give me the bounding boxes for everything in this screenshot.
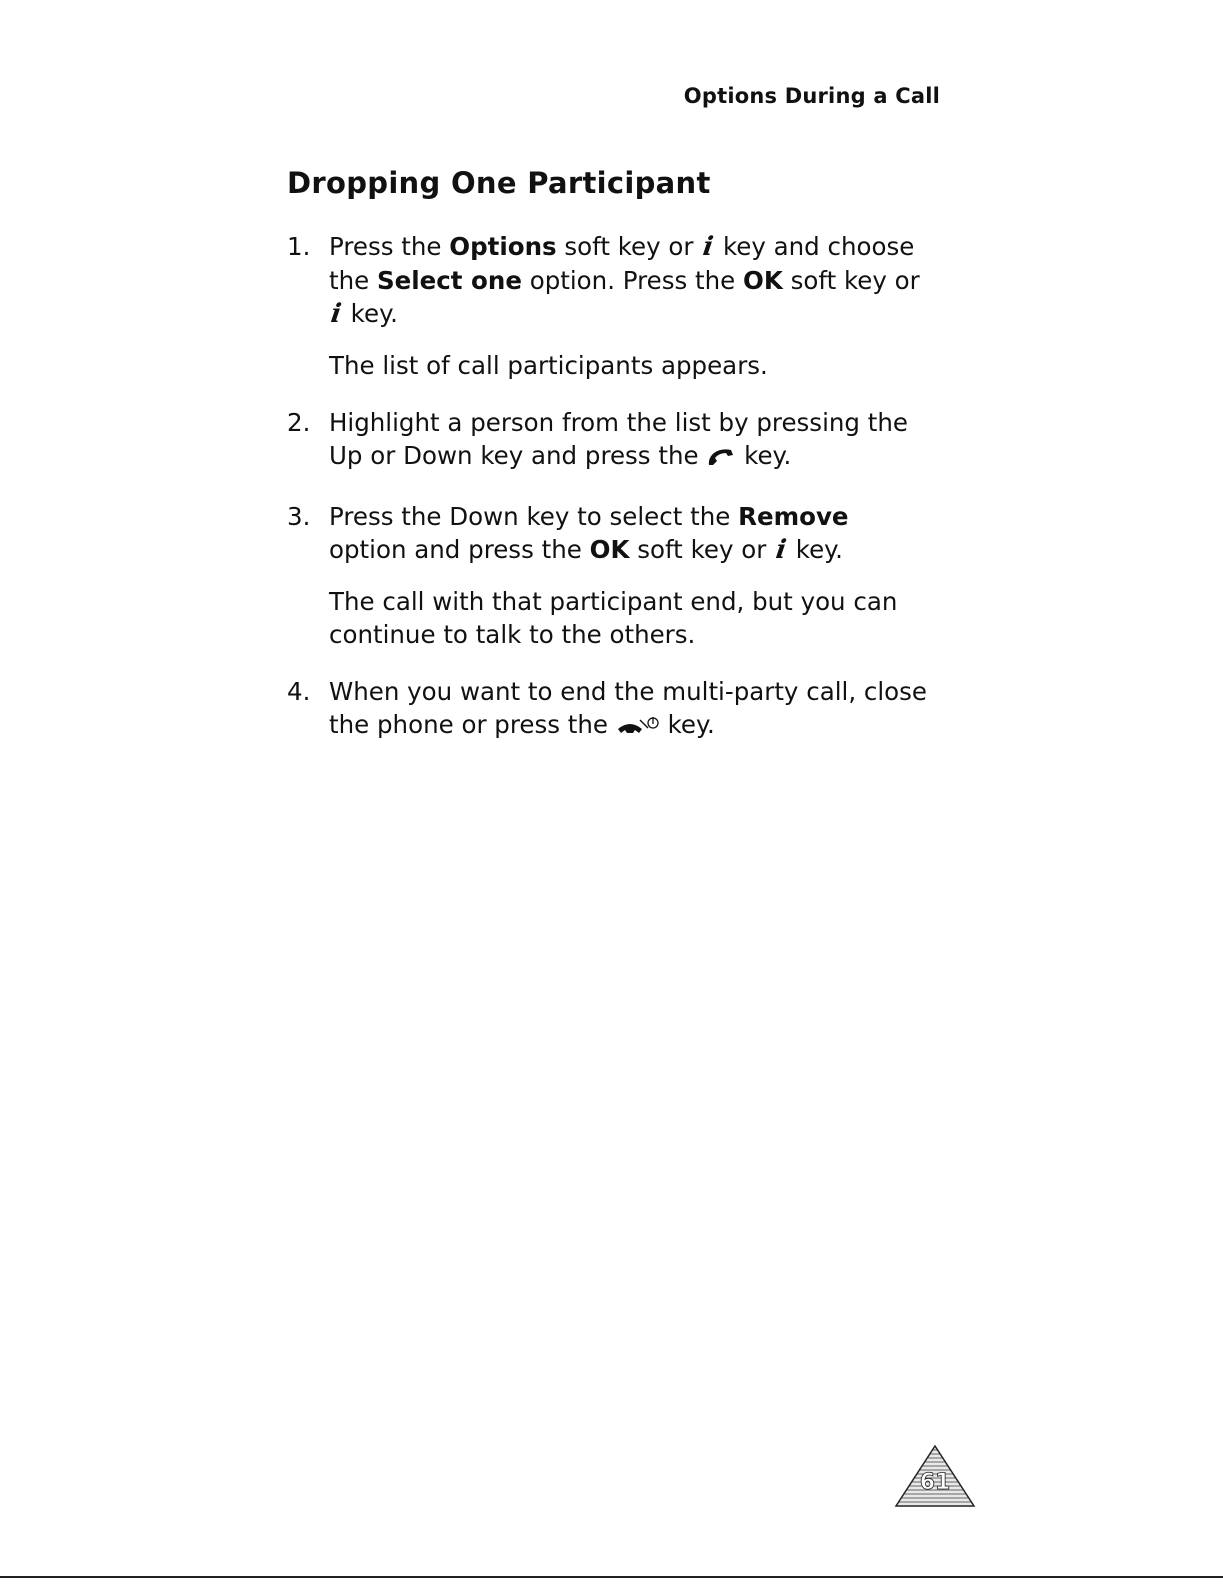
step-text [329,408,908,470]
info-key-icon: i [774,535,789,565]
remove-option-label: Remove [738,502,849,531]
step-2 [287,406,947,476]
ok-softkey-label: OK [743,266,783,295]
page-number-badge [894,1444,976,1508]
info-key-icon: i [328,299,344,329]
text-run: Press the [329,232,450,261]
text-run: soft key or [782,266,920,295]
text-run: key. [736,441,792,470]
step-3-note: The call with that participant end, but you can continue to talk to the others. [329,587,898,649]
text-run: key. [342,299,398,328]
end-power-key-icon [616,712,660,745]
page-number: 61 [919,1470,951,1495]
step-1-note: The list of call participants appears. [329,351,768,380]
step-text [329,232,920,328]
steps-list [287,230,947,745]
text-run: soft key or [629,535,775,564]
text-run: When you want to end the multi-party call, close the phone or press the [329,677,928,739]
bottom-rule [0,1576,1223,1578]
text-run: option. Press the [521,266,744,295]
step-number: 1. [287,232,311,261]
step-text [329,502,849,564]
info-key-icon: i [701,232,716,262]
step-number: 2. [287,408,311,437]
step-text [329,677,927,739]
text-run: key. [787,535,843,564]
step-number: 3. [287,502,311,531]
running-header: Options During a Call [683,84,940,108]
step-3 [287,500,947,567]
section-title: Dropping One Participant [287,166,711,200]
options-softkey-label: Options [449,232,557,261]
text-run: soft key or [556,232,702,261]
step-1 [287,230,947,331]
ok-softkey-label: OK [589,535,630,564]
step-number: 4. [287,677,311,706]
text-run: key. [659,710,715,739]
text-run: option and press the [329,535,590,564]
text-run: key and choose the [329,232,915,295]
select-one-option-label: Select one [377,266,522,295]
text-run: Highlight a person from the list by pressing the Up or Down key and press the [329,408,908,470]
step-4 [287,675,947,745]
text-run: Press the Down key to select the [329,502,739,531]
phone-handset-icon [706,443,736,476]
